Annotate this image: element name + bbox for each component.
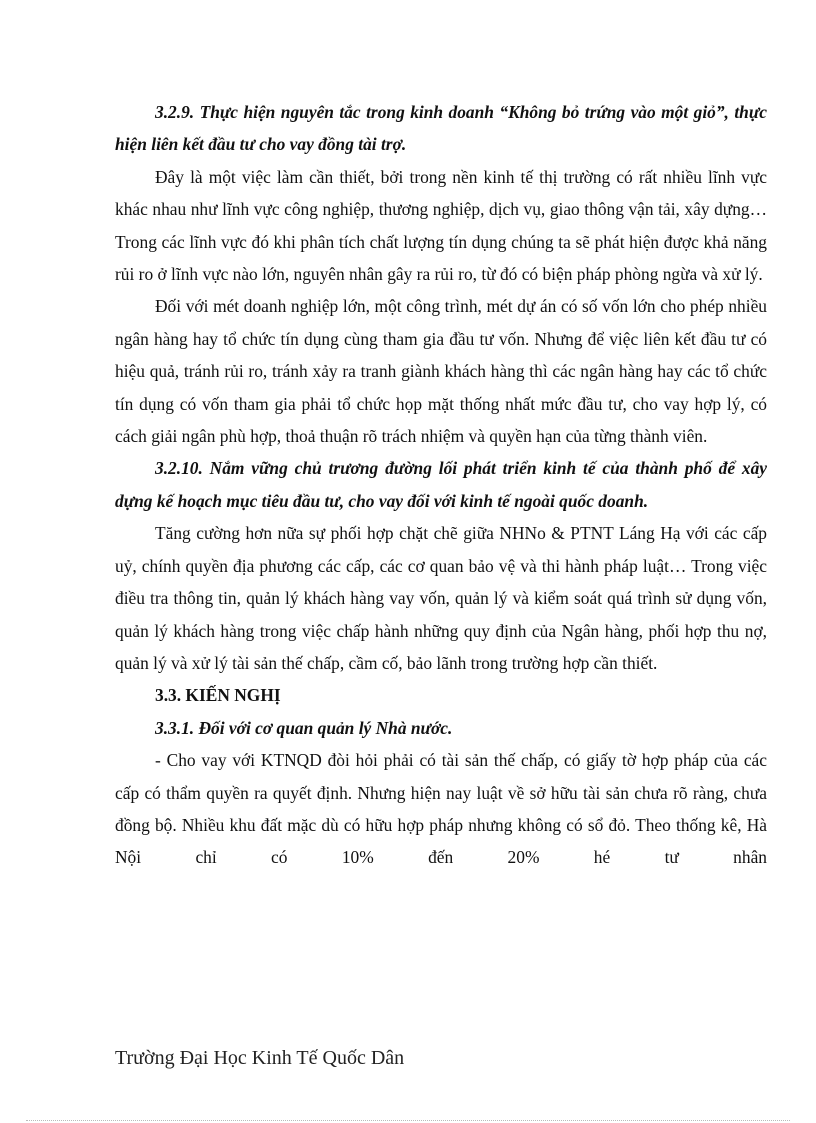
heading-3-3-1: 3.3.1. Đối với cơ quan quản lý Nhà nước. [155,717,453,738]
document-body [115,96,767,874]
page-footer: Trường Đại Học Kinh Tế Quốc Dân [115,1047,405,1069]
heading-3-2-10: 3.2.10. Nắm vững chủ trương đường lối phát triển kinh tế của thành phố để xây dựng kế hoạch mục tiêu đầu tư, cho vay đối với kinh tế ngoài quốc doanh. [115,458,767,511]
heading-3-3: 3.3. KIẾN NGHỊ [155,685,281,706]
paragraph: Tăng cường hơn nữa sự phối hợp chặt chẽ giữa NHNo & PTNT Láng Hạ với các cấp uỷ, chính quyền địa phương các cấp, các cơ quan bảo vệ và thi hành pháp luật… Trong việc điều tra thông tin, quản lý khách hàng vay vốn, quản lý và kiểm soát quá trình sử dụng vốn, quản lý khách hàng trong việc chấp hành những quy định của Ngân hàng, phối hợp thu nợ, quản lý và xử lý tài sản thế chấp, cầm cố, bảo lãnh trong trường hợp cần thiết. [115,523,767,673]
paragraph: - Cho vay với KTNQD đòi hỏi phải có tài sản thế chấp, có giấy tờ hợp pháp của các cấp có thẩm quyền ra quyết định. Nhưng hiện nay luật về sở hữu tài sản chưa rõ ràng, chưa đồng bộ. Nhiều khu đất mặc dù có hữu hợp pháp nhưng không có sổ đỏ. Theo thống kê, Hà Nội chỉ có 10% đến 20% hé tư nhân [115,750,767,868]
heading-3-2-9: 3.2.9. Thực hiện nguyên tắc trong kinh doanh “Không bỏ trứng vào một giỏ”, thực hiện liên kết đầu tư cho vay đồng tài trợ. [115,102,767,155]
paragraph: Đối với mét doanh nghiệp lớn, một công trình, mét dự án có số vốn lớn cho phép nhiều ngân hàng hay tổ chức tín dụng cùng tham gia đầu tư vốn. Nhưng để việc liên kết đầu tư có hiệu quả, tránh rủi ro, tránh xảy ra tranh giành khách hàng thì các ngân hàng hay các tổ chức tín dụng có vốn tham gia phải tổ chức họp mặt thống nhất mức đầu tư, cho vay hợp lý, có cách giải ngân phù hợp, thoả thuận rõ trách nhiệm và quyền hạn của từng thành viên. [115,296,767,447]
page-bottom-divider [26,1120,790,1121]
paragraph: Đây là một việc làm cần thiết, bởi trong nền kinh tế thị trường có rất nhiều lĩnh vực khác nhau như lĩnh vực công nghiệp, thương nghiệp, dịch vụ, giao thông vận tải, xây dựng…Trong các lĩnh vực đó khi phân tích chất lượng tín dụng chúng ta sẽ phát hiện được khả năng rủi ro ở lĩnh vực nào lớn, nguyên nhân gây ra rủi ro, từ đó có biện pháp phòng ngừa và xử lý. [115,166,767,285]
